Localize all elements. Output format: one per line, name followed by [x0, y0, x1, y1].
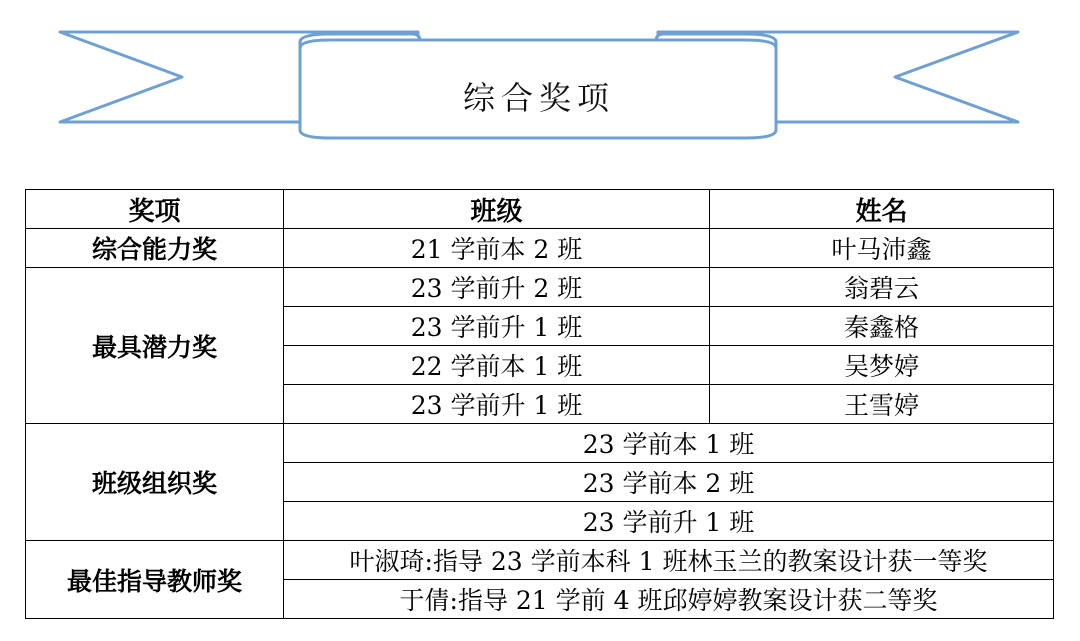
class-cell: 22 学前本 1 班 — [284, 346, 710, 385]
class-cell: 21 学前本 2 班 — [284, 229, 710, 268]
table-header-row — [26, 190, 1054, 229]
class-cell: 23 学前升 1 班 — [284, 502, 1054, 541]
header-name: 姓名 — [710, 190, 1054, 229]
name-cell: 叶马沛鑫 — [710, 229, 1054, 268]
awards-table — [25, 189, 1054, 619]
teacher-line: 于倩:指导 21 学前 4 班邱婷婷教案设计获二等奖 — [284, 580, 1054, 619]
award-organization: 班级组织奖 — [26, 424, 284, 541]
class-cell: 23 学前升 1 班 — [284, 385, 710, 424]
class-cell: 23 学前升 1 班 — [284, 307, 710, 346]
name-cell: 翁碧云 — [710, 268, 1054, 307]
table-row — [26, 424, 1054, 463]
name-cell: 王雪婷 — [710, 385, 1054, 424]
table-row — [26, 229, 1054, 268]
name-cell: 秦鑫格 — [710, 307, 1054, 346]
name-cell: 吴梦婷 — [710, 346, 1054, 385]
award-teacher: 最佳指导教师奖 — [26, 541, 284, 619]
class-cell: 23 学前本 1 班 — [284, 424, 1054, 463]
page-title: 综合奖项 — [462, 79, 615, 117]
header-class: 班级 — [284, 190, 710, 229]
class-cell: 23 学前升 2 班 — [284, 268, 710, 307]
teacher-line: 叶淑琦:指导 23 学前本科 1 班林玉兰的教案设计获一等奖 — [284, 541, 1054, 580]
table-row — [26, 541, 1054, 580]
table-row — [26, 268, 1054, 307]
header-award: 奖项 — [26, 190, 284, 229]
award-potential: 最具潜力奖 — [26, 268, 284, 424]
class-cell: 23 学前本 2 班 — [284, 463, 1054, 502]
award-comprehensive: 综合能力奖 — [26, 229, 284, 268]
